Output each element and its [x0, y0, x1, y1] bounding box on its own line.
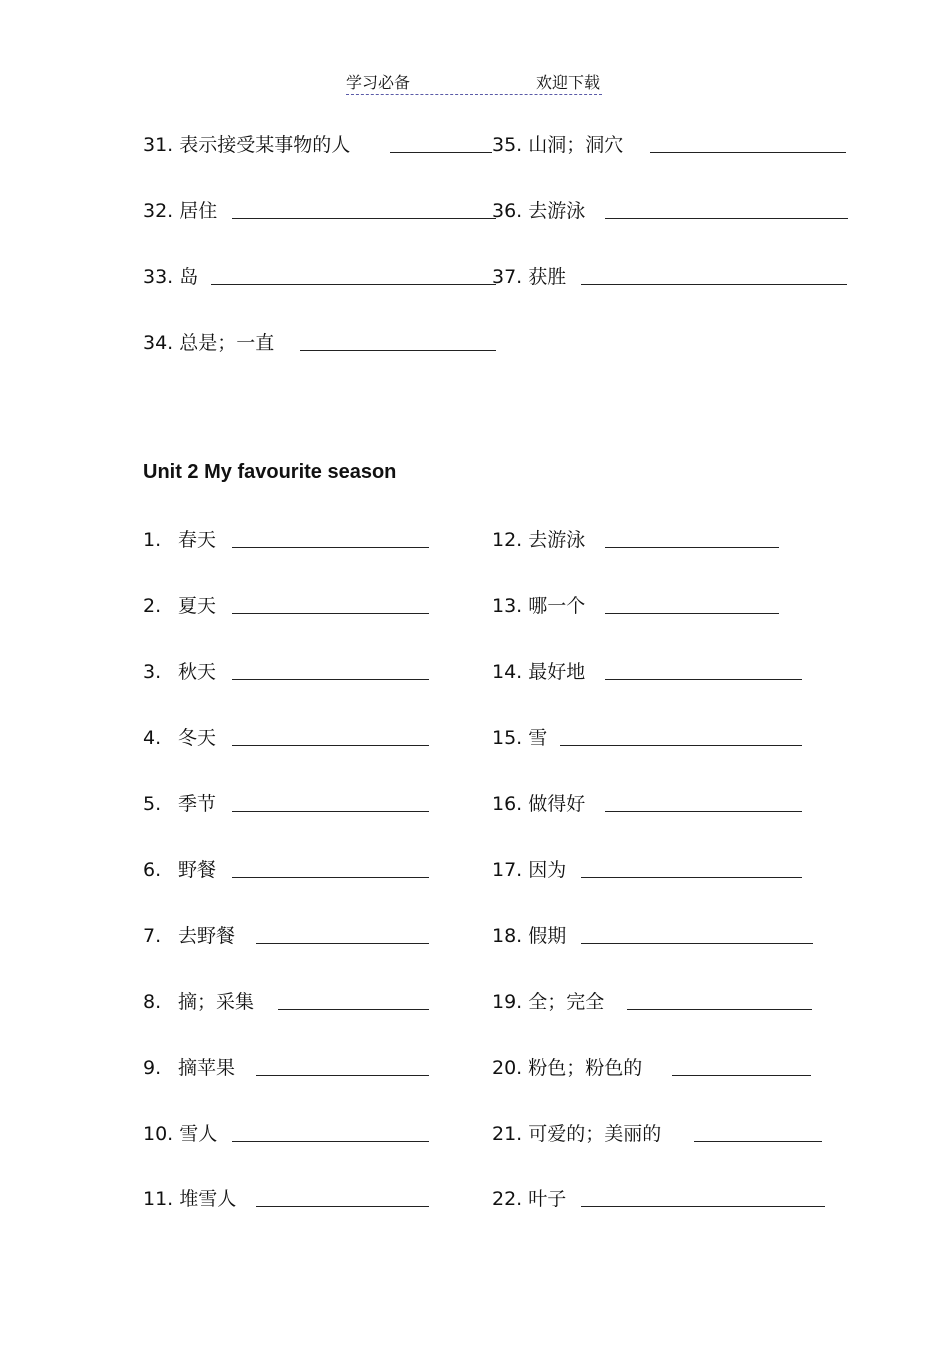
exercise-item [143, 525, 216, 555]
exercise-row [0, 525, 950, 555]
item-number: 33. [143, 266, 174, 288]
item-label: 岛 [179, 266, 199, 288]
item-label: 因为 [528, 859, 567, 881]
item-number: 20. [492, 1057, 523, 1079]
item-label: 去游泳 [528, 529, 586, 551]
answer-blank[interactable] [390, 138, 492, 153]
item-label: 摘；采集 [178, 991, 255, 1013]
answer-blank[interactable] [211, 270, 496, 285]
exercise-item [492, 196, 585, 226]
item-label: 春天 [178, 529, 217, 551]
answer-blank[interactable] [232, 533, 429, 548]
answer-blank[interactable] [232, 731, 429, 746]
item-label: 做得好 [528, 793, 586, 815]
item-number: 15. [492, 727, 523, 749]
item-label: 全；完全 [528, 991, 605, 1013]
exercise-item [492, 525, 585, 555]
item-number: 34. [143, 332, 174, 354]
answer-blank[interactable] [232, 599, 429, 614]
item-number: 17. [492, 859, 523, 881]
exercise-item [492, 987, 604, 1017]
exercise-row [0, 657, 950, 687]
item-label: 去游泳 [528, 200, 586, 222]
item-number: 1. [143, 529, 162, 551]
exercise-row [0, 1184, 950, 1214]
item-number: 7. [143, 925, 162, 947]
exercise-item [143, 591, 216, 621]
exercise-item [143, 196, 217, 226]
item-label: 夏天 [178, 595, 217, 617]
unit-title: Unit 2 My favourite season [143, 461, 397, 483]
item-number: 36. [492, 200, 523, 222]
item-number: 12. [492, 529, 523, 551]
exercise-item [492, 789, 585, 819]
item-number: 3. [143, 661, 162, 683]
exercise-row [0, 328, 950, 358]
item-label: 冬天 [178, 727, 217, 749]
exercise-item [143, 1053, 235, 1083]
answer-blank[interactable] [256, 929, 429, 944]
item-label: 最好地 [528, 661, 586, 683]
item-label: 哪一个 [528, 595, 586, 617]
item-label: 叶子 [528, 1188, 567, 1210]
answer-blank[interactable] [650, 138, 846, 153]
answer-blank[interactable] [232, 204, 496, 219]
item-number: 14. [492, 661, 523, 683]
item-number: 4. [143, 727, 162, 749]
exercise-row [0, 196, 950, 226]
item-number: 9. [143, 1057, 162, 1079]
exercise-item [143, 789, 216, 819]
item-label: 秋天 [178, 661, 217, 683]
exercise-item [143, 1119, 217, 1149]
exercise-item [492, 1119, 661, 1149]
item-number: 21. [492, 1123, 523, 1145]
exercise-item [143, 130, 350, 160]
item-number: 11. [143, 1188, 174, 1210]
answer-blank[interactable] [232, 665, 429, 680]
item-label: 表示接受某事物的人 [179, 134, 351, 156]
exercise-row [0, 591, 950, 621]
exercise-item [492, 921, 566, 951]
exercise-item [143, 987, 254, 1017]
item-number: 19. [492, 991, 523, 1013]
exercise-row [0, 987, 950, 1017]
item-number: 18. [492, 925, 523, 947]
item-label: 雪人 [179, 1123, 218, 1145]
item-label: 粉色；粉色的 [528, 1057, 643, 1079]
exercise-item [143, 921, 235, 951]
exercise-item [143, 855, 216, 885]
item-number: 10. [143, 1123, 174, 1145]
item-label: 获胜 [528, 266, 567, 288]
answer-blank[interactable] [256, 1192, 429, 1207]
item-label: 可爱的；美丽的 [528, 1123, 662, 1145]
exercise-item [492, 1053, 642, 1083]
answer-blank[interactable] [581, 863, 802, 878]
answer-blank[interactable] [605, 599, 779, 614]
exercise-item [492, 855, 566, 885]
answer-blank[interactable] [581, 929, 813, 944]
exercise-item [143, 262, 198, 292]
item-number: 32. [143, 200, 174, 222]
item-label: 野餐 [178, 859, 217, 881]
item-number: 22. [492, 1188, 523, 1210]
answer-blank[interactable] [605, 797, 802, 812]
exercise-item [492, 262, 566, 292]
answer-blank[interactable] [232, 863, 429, 878]
item-number: 2. [143, 595, 162, 617]
exercise-item [143, 657, 216, 687]
item-label: 雪 [528, 727, 548, 749]
item-label: 总是；一直 [179, 332, 275, 354]
item-label: 假期 [528, 925, 567, 947]
answer-blank[interactable] [672, 1061, 811, 1076]
exercise-item [492, 130, 623, 160]
answer-blank[interactable] [300, 336, 496, 351]
exercise-item [492, 657, 585, 687]
exercise-row [0, 723, 950, 753]
exercise-row [0, 789, 950, 819]
exercise-item [143, 328, 274, 358]
exercise-row [0, 262, 950, 292]
item-number: 31. [143, 134, 174, 156]
exercise-item [492, 591, 585, 621]
item-number: 8. [143, 991, 162, 1013]
answer-blank[interactable] [605, 665, 802, 680]
answer-blank[interactable] [605, 533, 779, 548]
exercise-item [492, 723, 547, 753]
exercise-item [143, 1184, 236, 1214]
answer-blank[interactable] [581, 270, 847, 285]
exercise-row [0, 921, 950, 951]
item-label: 居住 [179, 200, 218, 222]
answer-blank[interactable] [627, 995, 812, 1010]
item-label: 季节 [178, 793, 217, 815]
item-number: 35. [492, 134, 523, 156]
item-number: 37. [492, 266, 523, 288]
item-label: 去野餐 [178, 925, 236, 947]
header-right-text: 欢迎下载 [535, 73, 600, 92]
header-left-text: 学习必备 [346, 73, 411, 92]
exercise-item [143, 723, 216, 753]
item-label: 堆雪人 [179, 1188, 237, 1210]
answer-blank[interactable] [694, 1127, 822, 1142]
item-number: 13. [492, 595, 523, 617]
answer-blank[interactable] [605, 204, 848, 219]
answer-blank[interactable] [581, 1192, 825, 1207]
item-number: 5. [143, 793, 162, 815]
answer-blank[interactable] [232, 1127, 429, 1142]
item-label: 摘苹果 [178, 1057, 236, 1079]
item-number: 6. [143, 859, 162, 881]
answer-blank[interactable] [560, 731, 802, 746]
item-label: 山洞；洞穴 [528, 134, 624, 156]
exercise-row [0, 855, 950, 885]
item-number: 16. [492, 793, 523, 815]
exercise-item [492, 1184, 566, 1214]
answer-blank[interactable] [278, 995, 429, 1010]
answer-blank[interactable] [256, 1061, 429, 1076]
answer-blank[interactable] [232, 797, 429, 812]
exercise-row [0, 1053, 950, 1083]
exercise-row [0, 130, 950, 160]
page-header [346, 70, 602, 95]
exercise-row [0, 1119, 950, 1149]
